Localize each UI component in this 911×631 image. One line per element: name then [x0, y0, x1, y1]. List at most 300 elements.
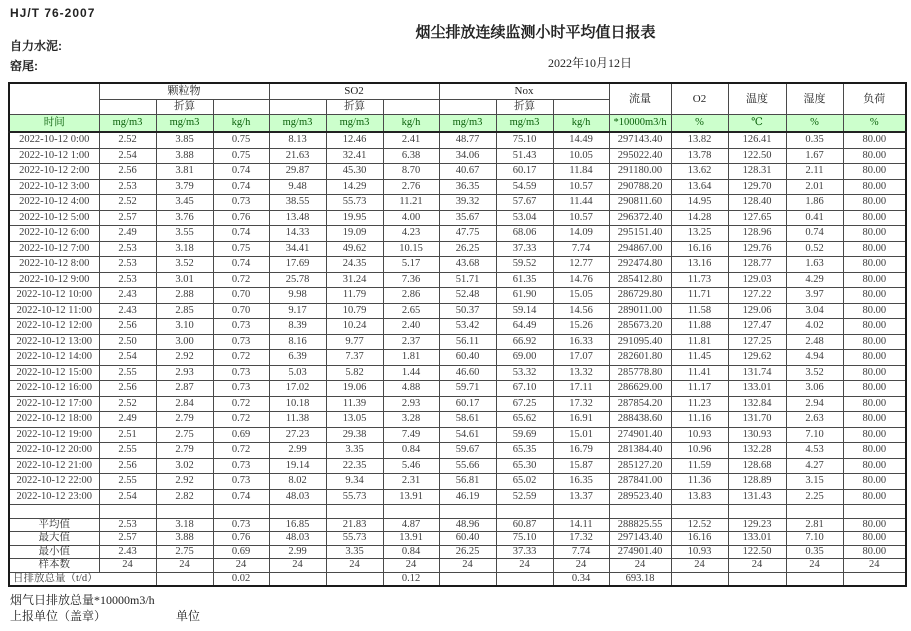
daily-total-cell [269, 572, 326, 586]
report-table [8, 82, 907, 587]
value-cell: 128.77 [728, 257, 786, 273]
table-row [9, 365, 906, 381]
value-cell: 59.71 [439, 381, 496, 397]
summary-value-cell: 26.25 [439, 545, 496, 559]
value-cell: 0.73 [213, 381, 269, 397]
value-cell: 27.23 [269, 427, 326, 443]
daily-total-cell [843, 572, 906, 586]
value-cell: 10.15 [383, 241, 439, 257]
value-cell: 2.50 [99, 334, 156, 350]
value-cell: 285127.20 [609, 458, 671, 474]
value-cell: 80.00 [843, 396, 906, 412]
empty-cell [671, 505, 728, 519]
value-cell: 3.15 [786, 474, 843, 490]
value-cell: 31.24 [326, 272, 383, 288]
summary-label: 最小值 [9, 545, 99, 559]
value-cell: 80.00 [843, 458, 906, 474]
value-cell: 3.01 [156, 272, 213, 288]
summary-value-cell: 24 [609, 559, 671, 573]
summary-value-cell: 55.73 [326, 532, 383, 546]
daily-total-cell [671, 572, 728, 586]
value-cell: 51.43 [496, 148, 553, 164]
value-cell: 0.75 [213, 148, 269, 164]
value-cell: 0.74 [213, 179, 269, 195]
value-cell: 17.32 [553, 396, 609, 412]
value-cell: 0.70 [213, 303, 269, 319]
value-cell: 50.37 [439, 303, 496, 319]
value-cell: 292474.80 [609, 257, 671, 273]
table-row [9, 396, 906, 412]
value-cell: 0.76 [213, 210, 269, 226]
table-row [9, 489, 906, 505]
unit-header-row [9, 115, 906, 133]
empty-cell [99, 505, 156, 519]
daily-total-cell: 693.18 [609, 572, 671, 586]
daily-total-cell [326, 572, 383, 586]
value-cell: 2.53 [99, 241, 156, 257]
value-cell: 127.65 [728, 210, 786, 226]
value-cell: 11.21 [383, 195, 439, 211]
value-cell: 12.46 [326, 132, 383, 148]
summary-value-cell: 13.91 [383, 532, 439, 546]
value-cell: 52.59 [496, 489, 553, 505]
value-cell: 1.44 [383, 365, 439, 381]
time-cell: 2022-10-12 4:00 [9, 195, 99, 211]
empty-cell [553, 505, 609, 519]
unit-cell: kg/h [213, 115, 269, 133]
value-cell: 129.03 [728, 272, 786, 288]
value-cell: 127.47 [728, 319, 786, 335]
value-cell: 2.54 [99, 148, 156, 164]
value-cell: 80.00 [843, 443, 906, 459]
value-cell: 65.30 [496, 458, 553, 474]
value-cell: 29.87 [269, 164, 326, 180]
value-cell: 2.49 [99, 412, 156, 428]
value-cell: 2.85 [156, 303, 213, 319]
converted-label-cell: 折算 [156, 100, 213, 115]
daily-total-cell: 0.02 [213, 572, 269, 586]
value-cell: 11.81 [671, 334, 728, 350]
summary-value-cell: 274901.40 [609, 545, 671, 559]
value-cell: 21.63 [269, 148, 326, 164]
value-cell: 80.00 [843, 489, 906, 505]
group-header-o2: O2 [671, 83, 728, 115]
time-column-header: 时间 [9, 115, 99, 133]
value-cell: 0.74 [213, 257, 269, 273]
value-cell: 80.00 [843, 210, 906, 226]
value-cell: 65.62 [496, 412, 553, 428]
value-cell: 286729.80 [609, 288, 671, 304]
summary-value-cell: 2.43 [99, 545, 156, 559]
value-cell: 2.52 [99, 195, 156, 211]
value-cell: 10.18 [269, 396, 326, 412]
summary-value-cell: 0.73 [213, 518, 269, 532]
value-cell: 2.37 [383, 334, 439, 350]
value-cell: 128.31 [728, 164, 786, 180]
empty-cell [383, 100, 439, 115]
daily-total-cell [156, 572, 213, 586]
summary-value-cell: 3.18 [156, 518, 213, 532]
value-cell: 45.30 [326, 164, 383, 180]
summary-value-cell: 2.57 [99, 532, 156, 546]
value-cell: 2.51 [99, 427, 156, 443]
table-row [9, 195, 906, 211]
value-cell: 2.65 [383, 303, 439, 319]
value-cell: 80.00 [843, 241, 906, 257]
value-cell: 0.73 [213, 474, 269, 490]
value-cell: 67.25 [496, 396, 553, 412]
summary-value-cell: 48.03 [269, 532, 326, 546]
value-cell: 2.52 [99, 396, 156, 412]
value-cell: 11.58 [671, 303, 728, 319]
summary-row [9, 545, 906, 559]
summary-value-cell: 48.96 [439, 518, 496, 532]
value-cell: 13.62 [671, 164, 728, 180]
value-cell: 55.66 [439, 458, 496, 474]
group-header-row [9, 83, 906, 100]
value-cell: 132.28 [728, 443, 786, 459]
value-cell: 53.32 [496, 365, 553, 381]
value-cell: 19.06 [326, 381, 383, 397]
value-cell: 11.38 [269, 412, 326, 428]
unit-cell: mg/m3 [496, 115, 553, 133]
value-cell: 10.57 [553, 210, 609, 226]
value-cell: 14.49 [553, 132, 609, 148]
value-cell: 58.61 [439, 412, 496, 428]
daily-total-cell [786, 572, 843, 586]
group-header-load: 负荷 [843, 83, 906, 115]
value-cell: 14.95 [671, 195, 728, 211]
empty-cell [728, 505, 786, 519]
time-cell: 2022-10-12 23:00 [9, 489, 99, 505]
value-cell: 285412.80 [609, 272, 671, 288]
value-cell: 2.55 [99, 365, 156, 381]
value-cell: 2.55 [99, 443, 156, 459]
summary-value-cell: 0.76 [213, 532, 269, 546]
value-cell: 0.72 [213, 443, 269, 459]
value-cell: 295151.40 [609, 226, 671, 242]
value-cell: 3.18 [156, 241, 213, 257]
page-title: 烟尘排放连续监测小时平均值日报表 [415, 24, 656, 41]
value-cell: 60.17 [496, 164, 553, 180]
value-cell: 13.64 [671, 179, 728, 195]
value-cell: 53.42 [439, 319, 496, 335]
value-cell: 11.16 [671, 412, 728, 428]
value-cell: 55.73 [326, 489, 383, 505]
group-header-pm: 颗粒物 [99, 83, 269, 100]
value-cell: 16.91 [553, 412, 609, 428]
summary-value-cell: 14.11 [553, 518, 609, 532]
table-body [9, 132, 906, 586]
value-cell: 25.78 [269, 272, 326, 288]
value-cell: 16.16 [671, 241, 728, 257]
value-cell: 17.07 [553, 350, 609, 366]
group-header-temp: 温度 [728, 83, 786, 115]
summary-value-cell: 2.99 [269, 545, 326, 559]
summary-value-cell: 133.01 [728, 532, 786, 546]
summary-value-cell: 24 [213, 559, 269, 573]
value-cell: 9.34 [326, 474, 383, 490]
summary-value-cell: 12.52 [671, 518, 728, 532]
value-cell: 2.75 [156, 427, 213, 443]
value-cell: 127.25 [728, 334, 786, 350]
value-cell: 3.55 [156, 226, 213, 242]
value-cell: 10.93 [671, 427, 728, 443]
value-cell: 14.28 [671, 210, 728, 226]
value-cell: 287841.00 [609, 474, 671, 490]
value-cell: 2.93 [383, 396, 439, 412]
value-cell: 80.00 [843, 148, 906, 164]
value-cell: 60.40 [439, 350, 496, 366]
empty-cell [269, 505, 326, 519]
summary-value-cell: 24 [383, 559, 439, 573]
summary-value-cell: 7.74 [553, 545, 609, 559]
value-cell: 75.10 [496, 132, 553, 148]
value-cell: 0.73 [213, 334, 269, 350]
value-cell: 281384.40 [609, 443, 671, 459]
table-row [9, 427, 906, 443]
value-cell: 80.00 [843, 195, 906, 211]
empty-cell [269, 100, 326, 115]
summary-value-cell: 24 [671, 559, 728, 573]
value-cell: 2.94 [786, 396, 843, 412]
value-cell: 7.36 [383, 272, 439, 288]
value-cell: 2.55 [99, 474, 156, 490]
value-cell: 39.32 [439, 195, 496, 211]
summary-value-cell: 0.35 [786, 545, 843, 559]
summary-value-cell: 75.10 [496, 532, 553, 546]
value-cell: 59.67 [439, 443, 496, 459]
value-cell: 9.98 [269, 288, 326, 304]
value-cell: 128.89 [728, 474, 786, 490]
time-cell: 2022-10-12 19:00 [9, 427, 99, 443]
value-cell: 56.11 [439, 334, 496, 350]
value-cell: 24.35 [326, 257, 383, 273]
value-cell: 68.06 [496, 226, 553, 242]
value-cell: 2.56 [99, 164, 156, 180]
table-row [9, 226, 906, 242]
value-cell: 3.04 [786, 303, 843, 319]
value-cell: 0.73 [213, 458, 269, 474]
time-cell: 2022-10-12 12:00 [9, 319, 99, 335]
value-cell: 61.90 [496, 288, 553, 304]
value-cell: 129.62 [728, 350, 786, 366]
table-row [9, 132, 906, 148]
value-cell: 2.53 [99, 179, 156, 195]
unit-label: 单位 [176, 609, 201, 623]
value-cell: 0.74 [786, 226, 843, 242]
value-cell: 133.01 [728, 381, 786, 397]
value-cell: 4.00 [383, 210, 439, 226]
value-cell: 80.00 [843, 272, 906, 288]
value-cell: 13.82 [671, 132, 728, 148]
value-cell: 19.09 [326, 226, 383, 242]
value-cell: 2.57 [99, 210, 156, 226]
group-header-nox: Nox [439, 83, 609, 100]
value-cell: 129.76 [728, 241, 786, 257]
value-cell: 122.50 [728, 148, 786, 164]
value-cell: 3.79 [156, 179, 213, 195]
summary-value-cell: 60.87 [496, 518, 553, 532]
value-cell: 80.00 [843, 334, 906, 350]
summary-value-cell: 80.00 [843, 518, 906, 532]
value-cell: 8.39 [269, 319, 326, 335]
value-cell: 9.17 [269, 303, 326, 319]
value-cell: 29.38 [326, 427, 383, 443]
value-cell: 16.33 [553, 334, 609, 350]
value-cell: 0.73 [213, 365, 269, 381]
table-row [9, 288, 906, 304]
summary-value-cell: 297143.40 [609, 532, 671, 546]
time-cell: 2022-10-12 1:00 [9, 148, 99, 164]
value-cell: 8.70 [383, 164, 439, 180]
value-cell: 7.37 [326, 350, 383, 366]
value-cell: 2.52 [99, 132, 156, 148]
time-cell: 2022-10-12 9:00 [9, 272, 99, 288]
value-cell: 294867.00 [609, 241, 671, 257]
summary-row [9, 559, 906, 573]
value-cell: 3.06 [786, 381, 843, 397]
value-cell: 10.24 [326, 319, 383, 335]
value-cell: 65.02 [496, 474, 553, 490]
table-row [9, 272, 906, 288]
value-cell: 2.79 [156, 443, 213, 459]
value-cell: 0.72 [213, 412, 269, 428]
value-cell: 130.93 [728, 427, 786, 443]
unit-cell: *10000m3/h [609, 115, 671, 133]
value-cell: 55.73 [326, 195, 383, 211]
value-cell: 14.76 [553, 272, 609, 288]
value-cell: 4.94 [786, 350, 843, 366]
value-cell: 286629.00 [609, 381, 671, 397]
table-row [9, 474, 906, 490]
summary-value-cell: 122.50 [728, 545, 786, 559]
value-cell: 9.48 [269, 179, 326, 195]
value-cell: 6.38 [383, 148, 439, 164]
value-cell: 10.05 [553, 148, 609, 164]
value-cell: 291095.40 [609, 334, 671, 350]
standard-code: HJ/T 76-2007 [10, 6, 96, 20]
value-cell: 80.00 [843, 132, 906, 148]
value-cell: 4.88 [383, 381, 439, 397]
summary-value-cell: 2.81 [786, 518, 843, 532]
value-cell: 2.53 [99, 257, 156, 273]
value-cell: 297143.40 [609, 132, 671, 148]
value-cell: 43.68 [439, 257, 496, 273]
value-cell: 52.48 [439, 288, 496, 304]
value-cell: 296372.40 [609, 210, 671, 226]
summary-value-cell: 24 [269, 559, 326, 573]
value-cell: 13.83 [671, 489, 728, 505]
summary-value-cell: 0.84 [383, 545, 439, 559]
time-cell: 2022-10-12 15:00 [9, 365, 99, 381]
time-cell: 2022-10-12 21:00 [9, 458, 99, 474]
time-header-spacer [9, 83, 99, 115]
unit-cell: % [786, 115, 843, 133]
value-cell: 14.33 [269, 226, 326, 242]
value-cell: 38.55 [269, 195, 326, 211]
value-cell: 3.76 [156, 210, 213, 226]
value-cell: 11.17 [671, 381, 728, 397]
value-cell: 2.43 [99, 303, 156, 319]
value-cell: 37.33 [496, 241, 553, 257]
unit-cell: ℃ [728, 115, 786, 133]
value-cell: 48.03 [269, 489, 326, 505]
value-cell: 19.14 [269, 458, 326, 474]
value-cell: 128.68 [728, 458, 786, 474]
unit-cell: mg/m3 [326, 115, 383, 133]
daily-total-cell [496, 572, 553, 586]
value-cell: 13.78 [671, 148, 728, 164]
value-cell: 15.26 [553, 319, 609, 335]
value-cell: 0.72 [213, 350, 269, 366]
value-cell: 9.77 [326, 334, 383, 350]
time-cell: 2022-10-12 2:00 [9, 164, 99, 180]
empty-cell [553, 100, 609, 115]
table-row [9, 164, 906, 180]
value-cell: 59.14 [496, 303, 553, 319]
value-cell: 47.75 [439, 226, 496, 242]
value-cell: 0.74 [213, 164, 269, 180]
value-cell: 291180.00 [609, 164, 671, 180]
value-cell: 48.77 [439, 132, 496, 148]
table-row [9, 443, 906, 459]
summary-value-cell: 2.75 [156, 545, 213, 559]
summary-value-cell: 24 [326, 559, 383, 573]
value-cell: 11.59 [671, 458, 728, 474]
summary-value-cell: 24 [843, 559, 906, 573]
value-cell: 13.05 [326, 412, 383, 428]
flow-total-note: 烟气日排放总量*10000m3/h [10, 593, 155, 607]
empty-cell [99, 100, 156, 115]
value-cell: 5.03 [269, 365, 326, 381]
value-cell: 2.56 [99, 381, 156, 397]
summary-value-cell: 80.00 [843, 545, 906, 559]
empty-cell [213, 505, 269, 519]
time-cell: 2022-10-12 20:00 [9, 443, 99, 459]
summary-value-cell: 24 [728, 559, 786, 573]
value-cell: 17.11 [553, 381, 609, 397]
value-cell: 80.00 [843, 164, 906, 180]
value-cell: 0.52 [786, 241, 843, 257]
value-cell: 290811.60 [609, 195, 671, 211]
value-cell: 53.04 [496, 210, 553, 226]
value-cell: 13.16 [671, 257, 728, 273]
value-cell: 11.71 [671, 288, 728, 304]
table-row [9, 458, 906, 474]
time-cell: 2022-10-12 14:00 [9, 350, 99, 366]
summary-value-cell: 3.35 [326, 545, 383, 559]
unit-cell: mg/m3 [439, 115, 496, 133]
summary-value-cell: 60.40 [439, 532, 496, 546]
value-cell: 34.06 [439, 148, 496, 164]
value-cell: 61.35 [496, 272, 553, 288]
unit-cell: % [843, 115, 906, 133]
value-cell: 69.00 [496, 350, 553, 366]
summary-value-cell: 24 [553, 559, 609, 573]
value-cell: 282601.80 [609, 350, 671, 366]
value-cell: 131.43 [728, 489, 786, 505]
summary-value-cell: 17.32 [553, 532, 609, 546]
value-cell: 129.70 [728, 179, 786, 195]
value-cell: 2.01 [786, 179, 843, 195]
report-unit-label: 上报单位（盖章） [10, 609, 107, 623]
value-cell: 0.41 [786, 210, 843, 226]
summary-value-cell: 0.69 [213, 545, 269, 559]
value-cell: 60.17 [439, 396, 496, 412]
unit-cell: kg/h [383, 115, 439, 133]
value-cell: 7.74 [553, 241, 609, 257]
